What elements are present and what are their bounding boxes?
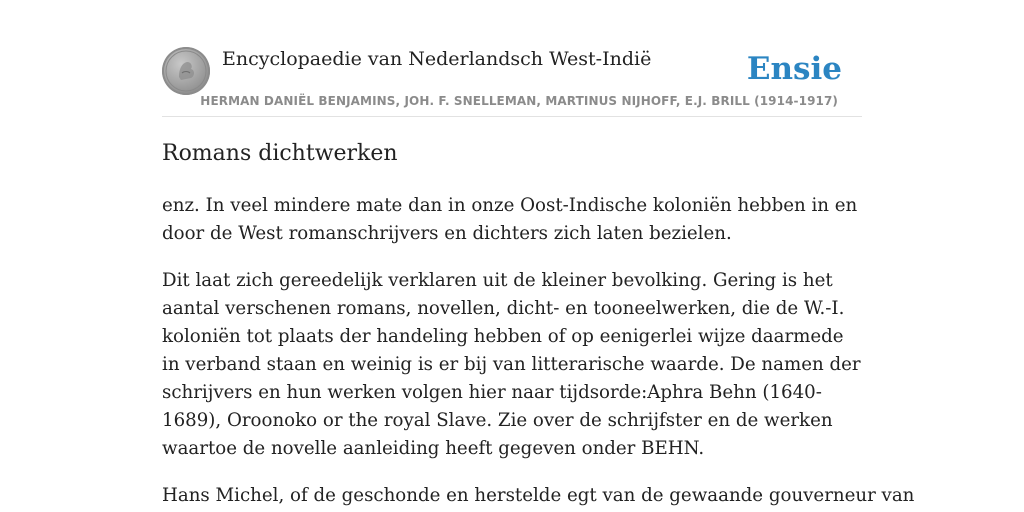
book-title[interactable]: Encyclopaedie van Nederlandsch West-Indië [222, 48, 652, 70]
page-header [162, 46, 862, 117]
article-paragraph: Dit laat zich gereedelijk verklaren uit de kleiner bevolking. Gering is het aantal verschenen romans, novellen, dicht- en tooneelwerken, die de W.-I. koloniën tot plaats der handeling hebben of op eenigerlei wijze daarmede in verband staan en weinig is er bij van litterarische waarde. De namen der schrijvers en hun werken volgen hier naar tijdsorde:Aphra Behn (1640-1689), Oroonoko or the royal Slave. Zie over de schrijfster en de werken waartoe de novelle aanleiding heeft gegeven onder BEHN. [162, 270, 861, 459]
article-title: Romans dichtwerken [162, 141, 398, 166]
coin-seal-icon [162, 47, 210, 95]
article-paragraph: Hans Michel, of de geschonde en herstelde egt van de gewaande gouverneur van [162, 485, 915, 506]
brand-logo-link[interactable]: Ensie [746, 51, 842, 87]
article-content [162, 136, 915, 510]
book-authors: HERMAN DANIËL BENJAMINS, JOH. F. SNELLEMAN, MARTINUS NIJHOFF, E.J. BRILL (1914-1917) [200, 94, 838, 108]
article-paragraph: enz. In veel mindere mate dan in onze Oost-Indische koloniën hebben in en door de West romanschrijvers en dichters zich laten bezielen. [162, 195, 858, 244]
